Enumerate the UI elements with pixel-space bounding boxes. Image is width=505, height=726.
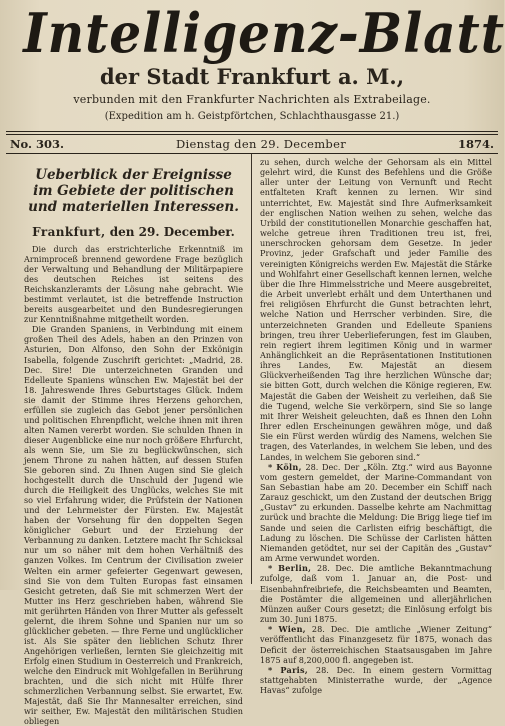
dateline [6,135,498,153]
news-place: Wien, [278,624,306,635]
news-item [260,563,492,624]
news-text: Die amtliche Bekanntmachung zufolge, daß vom 1. Januar an, die Post- und Eisenbahnfreibriefe, die Reichsbeamten und Beamten, die Postämter die allgemeinen und allerjährlichen Münzen außer Cours gesetzt; die Einlösung erfolgt bis zum 30. Juni 1875. [260,563,492,625]
article-paragraph: Die durch das erstrichterliche Erkenntniß im Arnimproceß brennend gewordene Frage bezüglich der Verwaltung und Behandlung der Militärpapiere des deutschen Reiches ist seitens des Reichskanzleramts der Lösung nahe gebracht. Wie bestimmt verlautet, ist die betreffende Instruction bereits ausgearbeitet und den Bundesregierungen zur Kenntnißnahme mitgetheilt worden. [24,244,243,325]
masthead-expedition: (Expedition am h. Geistpförtchen, Schlachthausgasse 21.) [104,111,400,122]
news-place: Paris, [280,664,309,675]
news-place: Köln, [276,461,302,472]
section-heading [24,225,243,239]
news-date: 28. Dec. [316,563,354,574]
news-text: Die amtliche „Wiener Zeitung“ veröffentlicht das Finanzgesetz für 1875, wonach das Deficit der österreichischen Staatsausgaben im Jahre 1875 auf 8,200,000 fl. angegeben ist. [260,624,492,665]
left-column [6,154,252,726]
news-item [260,624,492,665]
news-marker: * [268,624,279,635]
news-date: 28. Dec. [315,664,356,675]
right-column [252,154,498,696]
news-text: Der „Köln. Ztg.“ wird aus Bayonne vom gestern gemeldet, der Marine-Commandant von San Sebastian habe am 20. December ein Schiff nach Zarauz geschickt, um den Zustand der deutschen Brigg „Gustav“ zu erkunden. Dasselbe kehrte am Nachmittag zurück und brachte die Meldung: Die Brigg liege tief im Sande und seien die Carlisten eifrig beschäftigt, die Ladung zu löschen. Die Schüsse der Carlisten hätten Niemanden getödtet, nur sei der Capitän des „Gustav“ am Arme verwundet worden. [260,461,492,564]
section-date: den 29. December. [109,225,235,239]
news-marker: * [268,664,281,675]
news-text: In einem gestern Vormittag stattgehabten Ministerrathe wurde, der „Agence Havas“ zufolge [260,664,492,696]
news-date: 28. Dec. [311,624,350,635]
news-item [260,462,492,564]
issue-date: Dienstag den 29. December [175,137,346,151]
news-marker: * [268,563,279,574]
masthead-title: Intelligenz-Blatt [23,1,505,65]
article-columns [6,154,498,726]
news-date: 28. Dec. [305,461,341,472]
masthead-subtitle: der Stadt Frankfurt a. M., [99,64,405,89]
article-paragraph: Die Granden Spaniens, in Verbindung mit einem großen Theil des Adels, haben an den Prinzen von Asturien, Don Alfonso, den Sohn der Exkönigin Isabella, folgende Zuschrift gerichtet: „Madrid, 28. Dec. Sire! Die unterzeichneten Granden und Edelleute Spaniens wünschen Ew. Majestät bei der 18. Jahreswende Ihres Geburtstages Glück. Indem sie damit der Stimme ihres Herzens gehorchen, erfüllen sie zugleich das Gebot jener persönlichen und politischen Ehrenpflicht, welche ihnen mit ihren alten Namen vererbt worden. Sie schulden Ihnen in dieser Augenblicke eine nur noch größere Ehrfurcht, als wenn Sie, um Sie zu beglückwünschen, sich jenem Throne zu nahen hätten, auf dessen Stufen Sie geboren sind. Zu Ihnen Augen sind Sie gleich hochgestellt durch die Unschuld der Jugend wie durch die Heiligkeit des Unglücks, welches Sie mit so viel Erfahrung wider, die Prüfstein der Nationen und der Lehrmeister der Fürsten. Ew. Majestät haben der Vorsehung für den doppelten Segen königlicher Geburt und der Erziehung der Verbannung zu danken. Letztere macht Ihr Schicksal nur um so näher mit dem hohen Verhältniß des ganzen Volkes. Im Centrum der Civilisation zweier Welten ein armer gefeierter Gegenwart gewesen, sind Sie von dem Tulten Europas fast einsamen Gesicht getreten, daß Sie mit schmerzen Wert der Mutter ins Herz geschrieben haben, während Sie mit gerührten Händen von Ihrer Mutter als gefesselt gelernt, die ihrem Sohne und Spanien nur um so glücklicher gebeten. — Ihre Ferne und unglücklicher ist. Als Sie später den lieblichen Schutz Ihrer Angehörigen verließen, lernten Sie gleichzeitig mit Erfolg einen Studium in Oesterreich und Frankreich, welche den Eindruck mit Wohlgefallen in Berührung brachten, und die sich nicht mit Hülfe Ihrer schmerzlichen Verbannung selbst. Sie erwartet, Ew. Majestät, daß Sie Ihr Mannesalter erreichen, sind wir seither, Ew. Majestät den militärischen Studien obliegen [24,324,243,726]
article-heading: Ueberblick der Ereignisse im Gebiete der politischen und materiellen Interessen. [28,167,239,215]
news-marker: * [268,461,277,472]
section-place: Frankfurt, [32,225,106,239]
news-place: Berlin, [278,563,312,574]
masthead-subline: verbunden mit den Frankfurter Nachrichten als Extrabeilage. [73,93,431,106]
news-item [260,665,492,695]
article-paragraph: zu sehen, durch welche der Gehorsam als ein Mittel gelehrt wird, die Kunst des Befehlens und die Größe aller unter der Leitung von Vernunft und Recht entfalteten Kraft kennen zu lernen. Wir sind unterrichtet, Ew. Majestät sind Ihre Aufmerksamkeit der englischen Nation weihen zu sehen, welche das Urbild der constitutionellen Monarchie geschaffen hat, welche getreue ihren Traditionen treu ist, frei, unerschrocken gehorsam dem Gesetze. In jeder Provinz, jeder Grafschaft und jeder Familie des vereinigten Königreichs werden Ew. Majestät die Stärke und Wohlfahrt einer Gesellschaft kennen lernen, welche über die Ihre Himmelsstriche und Meere ausgebreitet, die Arbeit unverlebt erhält und dem Unterthanen und frei religiösen Ehrfurcht die Gunst betrachten lehrt, welche Nation und Herrscher verbinden. Sire, die unterzeichneten Granden und Edelleute Spaniens bringen, treu ihrer Ueberlieferungen, fest im Glauben, rein regiert ihrem legitimen König und in warmer Anhänglichkeit an die Repräsentationen Institutionen ihres Landes, Ew. Majestät an diesem Glückverheißenden Tag ihre herzlichen Wünsche dar; sie bitten Gott, durch welchen die Könige regieren, Ew. Majestät die Gaben der Weisheit zu verleihen, daß Sie die Tugend, welche Sie verkörpern, sind Sie so lange mit Ihrer Weisheit geleuchten, daß es Ihnen den Lohn Ihrer edlen Erscheinungen gewähren möge, und daß Sie ein Fürst werden würdig des Namens, welchen Sie tragen, des Vaterlandes, in welchem Sie leben, und des Landes, in welchem Sie geboren sind.“ [260,157,492,462]
issue-year: 1874. [457,137,494,151]
issue-number: No. 303. [10,137,64,151]
